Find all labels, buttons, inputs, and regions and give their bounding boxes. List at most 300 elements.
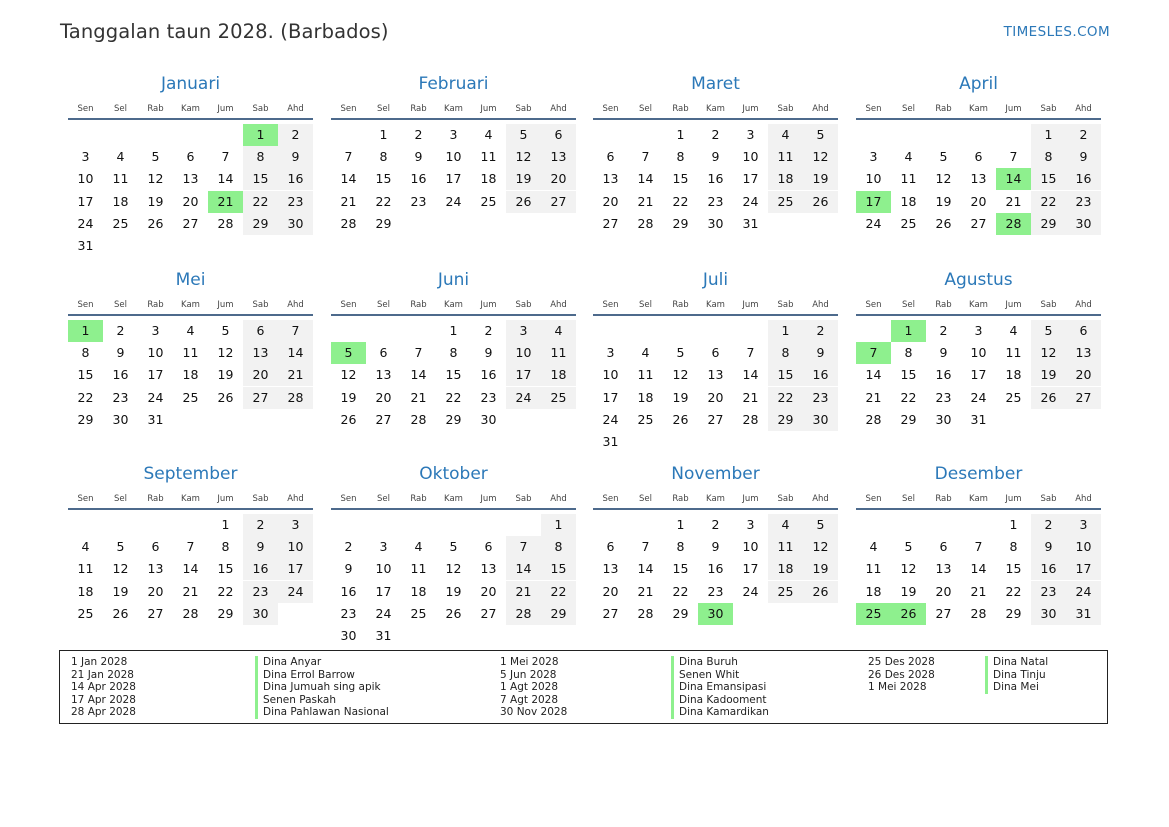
weekday-header: Sab [777, 104, 794, 114]
day-cell: 20 [147, 583, 164, 599]
day-cell: 8 [541, 536, 576, 558]
page-title: Tanggalan taun 2028. (Barbados) [60, 20, 389, 43]
day-cell: 29 [243, 213, 278, 235]
weekday-header: Sel [639, 104, 652, 114]
day-cell: 9 [1031, 536, 1066, 558]
weekday-header: Sab [252, 494, 269, 504]
day-cell: 24 [865, 215, 882, 231]
day-cell: 24 [1066, 581, 1101, 603]
day-cell: 9 [484, 345, 493, 361]
day-cell: 21 [506, 581, 541, 603]
day-cell: 26 [112, 605, 129, 621]
day-cell: 24 [278, 581, 313, 603]
day-cell: 2 [711, 127, 720, 142]
day-cell: 13 [480, 561, 497, 577]
day-cell: 6 [541, 124, 576, 146]
day-cell: 4 [904, 149, 913, 165]
legend-holiday-name: Dina Pahlawan Nasional [255, 706, 389, 719]
day-cell: 9 [803, 342, 838, 364]
weekday-header: Ahd [550, 494, 567, 504]
day-cell: 18 [768, 558, 803, 580]
day-cell: 8 [1031, 146, 1066, 168]
weekday-header: Sab [252, 104, 269, 114]
day-cell: 17 [77, 193, 94, 209]
day-cell: 28 [865, 411, 882, 427]
day-cell: 10 [970, 345, 987, 361]
weekday-header: Sab [777, 300, 794, 310]
weekday-header: Kam [444, 300, 463, 310]
weekday-header: Ahd [550, 300, 567, 310]
day-cell: 4 [869, 539, 878, 555]
day-cell: 23 [707, 193, 724, 209]
day-cell: 24 [375, 605, 392, 621]
day-cell: 15 [1005, 561, 1022, 577]
day-cell: 17 [147, 367, 164, 383]
day-cell: 12 [935, 171, 952, 187]
day-cell: 29 [900, 411, 917, 427]
weekday-header: Kam [181, 494, 200, 504]
day-cell: 5 [1031, 320, 1066, 342]
day-cell: 31 [1066, 603, 1101, 625]
legend-date: 5 Jun 2028 [500, 668, 557, 681]
legend-dates-column [500, 656, 567, 719]
day-cell: 29 [375, 215, 392, 231]
holiday-day-cell: 1 [68, 320, 103, 342]
weekday-header: Rab [672, 104, 689, 114]
day-cell: 10 [77, 171, 94, 187]
legend-date: 28 Apr 2028 [71, 706, 136, 718]
weekday-header: Rab [410, 104, 427, 114]
holiday-day-cell: 1 [891, 320, 926, 342]
day-cell: 25 [410, 605, 427, 621]
weekday-header: Jum [217, 300, 234, 310]
day-cell: 26 [935, 215, 952, 231]
day-cell: 22 [217, 583, 234, 599]
day-cell: 2 [243, 514, 278, 536]
day-cell: 18 [900, 193, 917, 209]
day-cell: 8 [1009, 539, 1018, 555]
day-cell: 30 [112, 411, 129, 427]
day-cell: 16 [243, 558, 278, 580]
day-cell: 11 [77, 561, 94, 577]
day-cell: 4 [116, 149, 125, 165]
day-cell: 7 [344, 149, 353, 165]
holiday-day-cell: 7 [856, 342, 891, 364]
day-cell: 17 [970, 367, 987, 383]
weekday-header: Sel [114, 494, 127, 504]
month-name: Februari [418, 74, 489, 94]
weekday-header: Sel [377, 104, 390, 114]
day-cell: 25 [480, 193, 497, 209]
day-cell: 27 [707, 411, 724, 427]
day-cell: 23 [803, 387, 838, 409]
legend-names-column [255, 656, 389, 719]
weekday-header: Sen [865, 494, 882, 504]
day-cell: 13 [602, 171, 619, 187]
month-name: Mei [175, 270, 206, 290]
day-cell: 30 [278, 213, 313, 235]
day-cell: 12 [112, 561, 129, 577]
weekday-header: Sel [902, 494, 915, 504]
weekday-header: Rab [147, 494, 164, 504]
day-cell: 16 [340, 583, 357, 599]
day-cell: 3 [746, 517, 755, 532]
day-cell: 3 [278, 514, 313, 536]
day-cell: 3 [81, 149, 90, 165]
day-cell: 29 [1031, 213, 1066, 235]
day-cell: 7 [1009, 149, 1018, 165]
weekday-header: Jum [480, 494, 497, 504]
day-cell: 16 [707, 171, 724, 187]
weekday-header: Kam [444, 494, 463, 504]
day-cell: 22 [243, 191, 278, 213]
day-cell: 18 [182, 367, 199, 383]
day-cell: 20 [375, 389, 392, 405]
legend-date: 30 Nov 2028 [500, 706, 568, 718]
day-cell: 22 [77, 389, 94, 405]
day-cell: 11 [865, 561, 882, 577]
day-cell: 29 [445, 411, 462, 427]
day-cell: 25 [768, 581, 803, 603]
day-cell: 30 [1066, 213, 1101, 235]
day-cell: 15 [243, 168, 278, 190]
header-divider [331, 118, 576, 120]
day-cell: 23 [243, 581, 278, 603]
legend-date: 26 Des 2028 [868, 668, 935, 681]
day-cell: 23 [1031, 581, 1066, 603]
day-cell: 21 [182, 583, 199, 599]
weekday-header: Sel [377, 300, 390, 310]
day-cell: 2 [484, 323, 493, 338]
day-cell: 4 [641, 345, 650, 361]
day-cell: 20 [1066, 364, 1101, 386]
day-cell: 11 [900, 171, 917, 187]
day-cell: 19 [935, 193, 952, 209]
weekday-header: Sab [1040, 494, 1057, 504]
weekday-header: Sab [1040, 300, 1057, 310]
header-divider [856, 508, 1101, 510]
day-cell: 23 [112, 389, 129, 405]
day-cell: 18 [112, 193, 129, 209]
month-name: April [959, 74, 998, 94]
day-cell: 1 [541, 514, 576, 536]
weekday-header: Jum [1005, 494, 1022, 504]
day-cell: 10 [742, 539, 759, 555]
day-cell: 11 [112, 171, 129, 187]
day-cell: 7 [186, 539, 195, 555]
day-cell: 21 [278, 364, 313, 386]
day-cell: 6 [151, 539, 160, 555]
weekday-header: Sen [865, 300, 882, 310]
day-cell: 13 [147, 561, 164, 577]
day-cell: 31 [147, 411, 164, 427]
day-cell: 15 [541, 558, 576, 580]
day-cell: 6 [484, 539, 493, 555]
weekday-header: Sel [902, 104, 915, 114]
day-cell: 8 [449, 345, 458, 361]
day-cell: 8 [676, 539, 685, 555]
day-cell: 3 [869, 149, 878, 165]
day-cell: 28 [637, 215, 654, 231]
day-cell: 28 [742, 411, 759, 427]
month-name: Desember [934, 464, 1023, 484]
day-cell: 14 [970, 561, 987, 577]
day-cell: 20 [935, 583, 952, 599]
day-cell: 10 [1066, 536, 1101, 558]
day-cell: 9 [414, 149, 423, 165]
day-cell: 1 [676, 517, 685, 532]
day-cell: 19 [147, 193, 164, 209]
day-cell: 8 [243, 146, 278, 168]
day-cell: 19 [506, 168, 541, 190]
holiday-day-cell: 17 [856, 191, 891, 213]
day-cell: 14 [217, 171, 234, 187]
weekday-header: Sel [639, 300, 652, 310]
weekday-header: Sen [77, 104, 94, 114]
day-cell: 4 [414, 539, 423, 555]
day-cell: 22 [1005, 583, 1022, 599]
weekday-header: Sen [865, 104, 882, 114]
day-cell: 22 [541, 581, 576, 603]
day-cell: 1 [768, 320, 803, 342]
day-cell: 21 [970, 583, 987, 599]
legend-holiday-name: Senen Paskah [255, 694, 389, 707]
day-cell: 13 [970, 171, 987, 187]
day-cell: 21 [865, 389, 882, 405]
day-cell: 22 [375, 193, 392, 209]
weekday-header: Sen [340, 104, 357, 114]
weekday-header: Sab [515, 104, 532, 114]
legend-holiday-name: Dina Mei [985, 681, 1048, 694]
day-cell: 20 [182, 193, 199, 209]
day-cell: 12 [900, 561, 917, 577]
day-cell: 3 [746, 127, 755, 142]
day-cell: 7 [641, 539, 650, 555]
day-cell: 28 [970, 605, 987, 621]
weekday-header: Jum [742, 300, 759, 310]
day-cell: 26 [445, 605, 462, 621]
day-cell: 5 [449, 539, 458, 555]
day-cell: 15 [217, 561, 234, 577]
weekday-header: Rab [935, 104, 952, 114]
legend-holiday-name: Dina Kamardikan [671, 706, 769, 719]
day-cell: 20 [480, 583, 497, 599]
day-cell: 1 [676, 127, 685, 142]
header-divider [68, 314, 313, 316]
day-cell: 26 [803, 191, 838, 213]
day-cell: 22 [445, 389, 462, 405]
month-name: Juni [437, 270, 470, 290]
day-cell: 14 [506, 558, 541, 580]
legend-dates-column [868, 656, 935, 694]
day-cell: 16 [410, 171, 427, 187]
legend-date: 21 Jan 2028 [71, 668, 134, 681]
day-cell: 29 [541, 603, 576, 625]
day-cell: 17 [742, 171, 759, 187]
day-cell: 10 [602, 367, 619, 383]
day-cell: 28 [182, 605, 199, 621]
day-cell: 9 [344, 561, 353, 577]
day-cell: 2 [711, 517, 720, 532]
day-cell: 1 [1031, 124, 1066, 146]
day-cell: 8 [768, 342, 803, 364]
day-cell: 27 [182, 215, 199, 231]
weekday-header: Ahd [287, 300, 304, 310]
day-cell: 12 [147, 171, 164, 187]
day-cell: 18 [1005, 367, 1022, 383]
day-cell: 6 [1066, 320, 1101, 342]
day-cell: 23 [935, 389, 952, 405]
day-cell: 18 [768, 168, 803, 190]
day-cell: 11 [768, 146, 803, 168]
weekday-header: Rab [935, 300, 952, 310]
weekday-header: Sen [77, 494, 94, 504]
day-cell: 28 [217, 215, 234, 231]
legend-date: 7 Agt 2028 [500, 693, 559, 706]
day-cell: 21 [742, 389, 759, 405]
weekday-header: Sel [114, 300, 127, 310]
day-cell: 21 [637, 583, 654, 599]
day-cell: 27 [1066, 387, 1101, 409]
day-cell: 18 [865, 583, 882, 599]
month-name: Agustus [944, 270, 1013, 290]
day-cell: 12 [803, 146, 838, 168]
day-cell: 9 [116, 345, 125, 361]
legend-holiday-name: Dina Buruh [671, 656, 769, 669]
day-cell: 4 [541, 320, 576, 342]
day-cell: 15 [1031, 168, 1066, 190]
legend-holiday-name: Dina Emansipasi [671, 681, 769, 694]
holiday-day-cell: 30 [698, 603, 733, 625]
site-link[interactable]: TIMESLES.COM [1003, 24, 1110, 40]
day-cell: 5 [221, 323, 230, 338]
day-cell: 24 [742, 583, 759, 599]
day-cell: 28 [637, 605, 654, 621]
legend-holiday-name: Dina Anyar [255, 656, 389, 669]
day-cell: 13 [541, 146, 576, 168]
day-cell: 6 [186, 149, 195, 165]
day-cell: 9 [243, 536, 278, 558]
holiday-day-cell: 5 [331, 342, 366, 364]
day-cell: 5 [151, 149, 160, 165]
day-cell: 20 [602, 193, 619, 209]
weekday-header: Ahd [1075, 494, 1092, 504]
day-cell: 27 [480, 605, 497, 621]
day-cell: 16 [278, 168, 313, 190]
weekday-header: Jum [480, 300, 497, 310]
weekday-header: Ahd [812, 494, 829, 504]
day-cell: 25 [1005, 389, 1022, 405]
day-cell: 2 [1066, 124, 1101, 146]
day-cell: 24 [602, 411, 619, 427]
legend-holiday-name: Dina Natal [985, 656, 1048, 669]
day-cell: 19 [672, 389, 689, 405]
weekday-header: Jum [217, 494, 234, 504]
weekday-header: Jum [217, 104, 234, 114]
holiday-day-cell: 21 [208, 191, 243, 213]
weekday-header: Ahd [550, 104, 567, 114]
day-cell: 19 [900, 583, 917, 599]
weekday-header: Ahd [812, 104, 829, 114]
day-cell: 25 [768, 191, 803, 213]
header-divider [68, 508, 313, 510]
day-cell: 14 [182, 561, 199, 577]
day-cell: 3 [379, 539, 388, 555]
day-cell: 21 [637, 193, 654, 209]
day-cell: 29 [768, 409, 803, 431]
day-cell: 26 [217, 389, 234, 405]
day-cell: 5 [676, 345, 685, 361]
weekday-header: Sen [602, 300, 619, 310]
weekday-header: Rab [672, 300, 689, 310]
day-cell: 11 [637, 367, 654, 383]
day-cell: 8 [379, 149, 388, 165]
legend-date: 1 Jan 2028 [71, 656, 128, 668]
day-cell: 10 [865, 171, 882, 187]
day-cell: 1 [221, 517, 230, 532]
weekday-header: Jum [480, 104, 497, 114]
weekday-header: Rab [410, 300, 427, 310]
weekday-header: Ahd [1075, 104, 1092, 114]
day-cell: 25 [77, 605, 94, 621]
day-cell: 12 [672, 367, 689, 383]
day-cell: 11 [768, 536, 803, 558]
day-cell: 24 [77, 215, 94, 231]
day-cell: 3 [1066, 514, 1101, 536]
day-cell: 29 [672, 605, 689, 621]
day-cell: 27 [541, 191, 576, 213]
day-cell: 17 [506, 364, 541, 386]
day-cell: 22 [900, 389, 917, 405]
day-cell: 7 [278, 320, 313, 342]
day-cell: 22 [768, 387, 803, 409]
day-cell: 10 [445, 149, 462, 165]
legend-dates-column [71, 656, 136, 719]
day-cell: 31 [602, 434, 619, 449]
day-cell: 26 [506, 191, 541, 213]
day-cell: 30 [803, 409, 838, 431]
day-cell: 30 [707, 215, 724, 231]
day-cell: 31 [375, 628, 392, 643]
day-cell: 3 [606, 345, 615, 361]
day-cell: 27 [970, 215, 987, 231]
day-cell: 27 [243, 387, 278, 409]
day-cell: 27 [602, 215, 619, 231]
day-cell: 17 [445, 171, 462, 187]
weekday-header: Rab [410, 494, 427, 504]
day-cell: 20 [602, 583, 619, 599]
day-cell: 5 [803, 124, 838, 146]
day-cell: 27 [375, 411, 392, 427]
day-cell: 1 [1009, 517, 1018, 532]
day-cell: 17 [375, 583, 392, 599]
legend-date: 14 Apr 2028 [71, 681, 136, 693]
header-divider [593, 118, 838, 120]
day-cell: 7 [414, 345, 423, 361]
day-cell: 13 [602, 561, 619, 577]
weekday-header: Sen [602, 494, 619, 504]
day-cell: 11 [480, 149, 497, 165]
day-cell: 15 [77, 367, 94, 383]
holiday-day-cell: 28 [996, 213, 1031, 235]
day-cell: 25 [541, 387, 576, 409]
day-cell: 7 [746, 345, 755, 361]
day-cell: 5 [803, 514, 838, 536]
day-cell: 7 [974, 539, 983, 555]
day-cell: 12 [803, 536, 838, 558]
day-cell: 24 [742, 193, 759, 209]
day-cell: 9 [939, 345, 948, 361]
